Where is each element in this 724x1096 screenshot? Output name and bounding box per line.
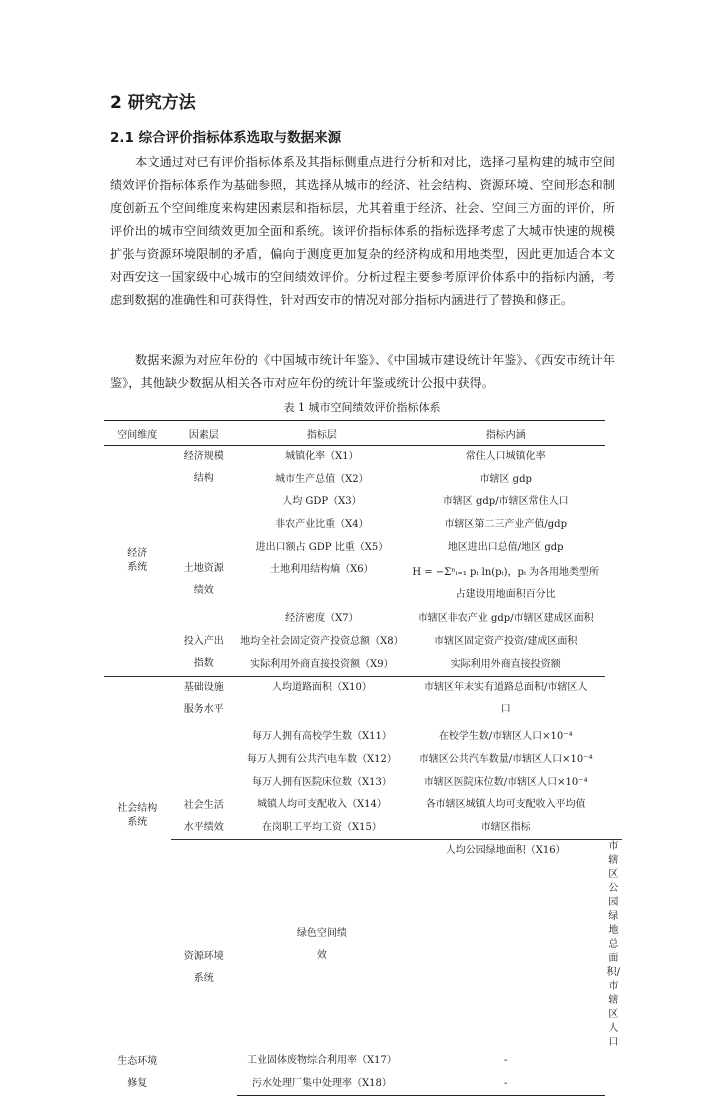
meaning-cell: 市辖区公共汽车数量/市辖区人口×10⁻⁴ — [418, 754, 593, 766]
meaning-cell: 市辖区 gdp/市辖区常住人口 — [442, 496, 569, 508]
indicator-cell: 人均 GDP（X3） — [282, 496, 362, 508]
table-row — [104, 726, 622, 749]
table-caption: 表 1 城市空间绩效评价指标体系 — [283, 401, 441, 414]
factor-cell: 生态环境 修复 — [117, 1055, 158, 1089]
indicator-cell: 经济密度（X7） — [285, 613, 359, 625]
meaning-cell: 各市辖区城镇人均可支配收入平均值 — [425, 799, 586, 811]
meaning-cell: 市辖区年末实有道路总面积/市辖区人 口 — [407, 676, 605, 726]
factor-cell: 基础设施 服务水平 — [171, 676, 238, 726]
indicator-cell: 工业固体废物综合利用率（X17） — [246, 1055, 397, 1067]
section-title: 2 研究方法 — [110, 93, 196, 113]
table-row — [104, 749, 622, 772]
factor-cell: 投入产出 指数 — [183, 636, 224, 670]
dimension-cell: 资源环境 系统 — [171, 840, 238, 1096]
meaning-cell: 实际利用外商直接投资额 — [450, 658, 561, 670]
indicator-cell: 人均公园绿地面积（X16） — [407, 840, 605, 955]
meaning-cell: 在校学生数/市辖区人口×10⁻⁴ — [438, 731, 573, 743]
dimension-cell: 经济 系统 — [127, 547, 148, 573]
indicator-cell: 城镇化率（X1） — [285, 451, 359, 463]
table-row — [104, 676, 622, 703]
indicator-cell: 地均全社会固定资产投资总额（X8） — [240, 636, 404, 648]
indicator-cell: 每万人拥有医院床位数（X13） — [251, 776, 392, 788]
indicator-cell: 非农产业比重（X4） — [275, 519, 369, 531]
factor-cell-empty — [171, 726, 238, 749]
indicator-cell: 每万人拥有高校学生数（X11） — [251, 731, 392, 743]
table-header-row — [104, 421, 622, 446]
header-dimension: 空间维度 — [104, 421, 171, 446]
table-row — [104, 631, 622, 654]
meaning-cell: 市辖区固定资产投资/建成区面积 — [434, 636, 578, 648]
meaning-cell: 市辖区公园绿地总面积/市辖区人口 — [606, 841, 620, 1049]
meaning-cell: 市辖区医院床位数/市辖区人口×10⁻⁴ — [423, 776, 588, 788]
table-row — [104, 514, 622, 537]
dimension-cell: 社会结构 系统 — [104, 676, 171, 954]
header-factor: 因素层 — [171, 421, 238, 446]
body-paragraph-1: 本文通过对已有评价指标体系及其指标侧重点进行分析和对比，选择刁星构建的城市空间绩效评价指标体系作为基础参照，其选择从城市的经济、社会结构、资源环境、空间形态和制度创新五个空间维度来构建因素层和指标层，尤其着重于经济、社会、空间三方面的评价，所评价出的城市空间绩效更加全面和系统。该评价指标体系的指标选择考虑了大城市快速的规模扩张与资源环境限制的矛盾，偏向于测度更加复杂的经济构成和用地类型，因此更加适合本文对西安这一国家级中心城市的空间绩效评价。分析过程主要参考原评价体系中的指标内涵，考虑到数据的准确性和可获得性，针对西安市的情况对部分指标内涵进行了替换和修正。 — [110, 155, 615, 307]
table-row — [104, 446, 622, 469]
factor-cell-empty — [171, 749, 238, 772]
factor-cell: 绿色空间绩 效 — [237, 840, 407, 1051]
indicator-cell: 进出口额占 GDP 比重（X5） — [255, 541, 389, 553]
header-indicator: 指标层 — [237, 421, 407, 446]
meaning-cell: 市辖区非农产业 gdp/市辖区建成区面积 — [417, 613, 594, 625]
indicator-cell: 在岗职工平均工资（X15） — [261, 821, 382, 833]
indicator-cell: 土地利用结构熵（X6） — [270, 563, 374, 575]
table-row — [104, 491, 622, 514]
meaning-cell: 常住人口城镇化率 — [465, 451, 546, 463]
subsection-title: 2.1 综合评价指标体系选取与数据来源 — [110, 130, 342, 146]
table-row — [104, 771, 622, 794]
meaning-cell: 市辖区指标 — [480, 821, 531, 833]
indicator-cell: 人均道路面积（X10） — [237, 676, 407, 703]
indicator-cell: 城镇人均可支配收入（X14） — [256, 799, 387, 811]
indicator-cell: 城市生产总值（X2） — [275, 473, 369, 485]
indicator-cell: 实际利用外商直接投资额（X9） — [250, 658, 394, 670]
meaning-cell: 市辖区 gdp — [479, 473, 532, 485]
indicator-table — [104, 420, 622, 1096]
table-row — [104, 536, 622, 559]
factor-cell-empty — [171, 491, 238, 514]
factor-cell: 土地资源 绩效 — [183, 563, 224, 597]
body-paragraph-2: 数据来源为对应年份的《中国城市统计年鉴》、《中国城市建设统计年鉴》、《西安市统计年鉴》，其他缺少数据从相关各市对应年份的统计年鉴或统计公报中获得。 — [110, 353, 615, 390]
table-row — [104, 840, 622, 955]
indicator-cell: 每万人拥有公共汽电车数（X12） — [246, 754, 397, 766]
header-meaning: 指标内涵 — [407, 421, 605, 446]
meaning-cell: 市辖区第二三产业产值/gdp — [444, 519, 567, 531]
meaning-cell: - — [504, 1055, 508, 1067]
table-row — [104, 794, 622, 817]
factor-cell-empty — [171, 771, 238, 794]
meaning-cell: 地区进出口总值/地区 gdp — [447, 541, 564, 553]
indicator-cell-empty — [104, 954, 171, 1050]
meaning-cell: H = −Σⁿᵢ₌₁ pᵢ ln(pᵢ)，pᵢ 为各用地类型所 占建设用地面积百分比 — [412, 566, 600, 600]
factor-cell: 社会生活 水平绩效 — [183, 799, 224, 833]
indicator-cell: 污水处理厂集中处理率（X18） — [237, 1073, 407, 1096]
factor-cell-empty — [171, 514, 238, 537]
meaning-cell: - — [407, 1073, 605, 1096]
factor-cell: 经济规模 结构 — [183, 451, 224, 484]
indicator-cell-empty — [237, 586, 407, 609]
indicator-cell-empty — [237, 704, 407, 727]
